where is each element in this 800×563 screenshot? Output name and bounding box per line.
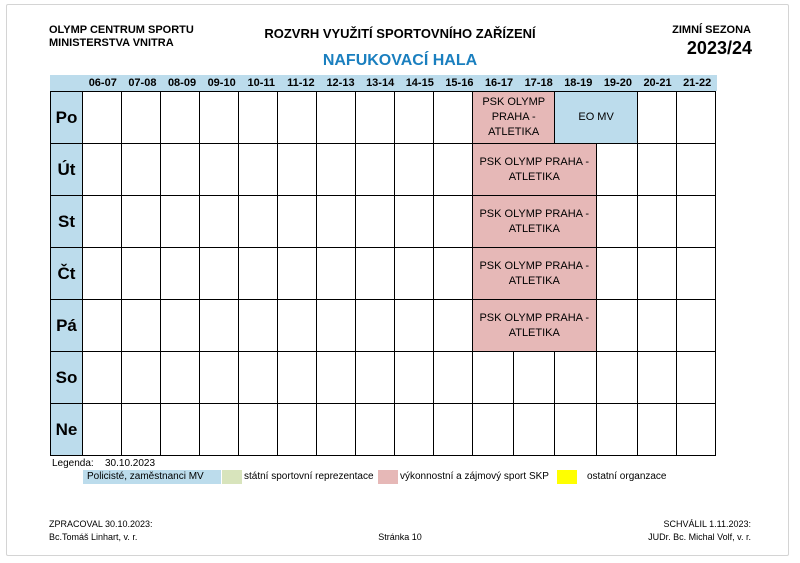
empty-slot bbox=[676, 300, 715, 352]
legend-swatch-other bbox=[557, 470, 577, 484]
empty-slot bbox=[637, 144, 676, 196]
empty-slot bbox=[122, 92, 161, 144]
empty-slot bbox=[434, 300, 473, 352]
empty-slot bbox=[434, 248, 473, 300]
empty-slot bbox=[395, 248, 434, 300]
org-name-line1: OLYMP CENTRUM SPORTU bbox=[49, 24, 194, 36]
day-label: Čt bbox=[51, 248, 83, 300]
empty-slot bbox=[200, 248, 239, 300]
legend-label-other: ostatní organzace bbox=[587, 471, 667, 482]
day-label: Ne bbox=[51, 404, 83, 456]
empty-slot bbox=[239, 404, 278, 456]
empty-slot bbox=[676, 196, 715, 248]
hour-label: 15-16 bbox=[445, 77, 474, 89]
empty-slot bbox=[278, 404, 317, 456]
empty-slot bbox=[122, 248, 161, 300]
empty-slot bbox=[317, 300, 356, 352]
empty-slot bbox=[514, 404, 555, 456]
empty-slot bbox=[356, 144, 395, 196]
empty-slot bbox=[395, 352, 434, 404]
empty-slot bbox=[317, 144, 356, 196]
empty-slot bbox=[317, 404, 356, 456]
empty-slot bbox=[555, 404, 596, 456]
empty-slot bbox=[637, 92, 676, 144]
hour-label: 08-09 bbox=[167, 77, 197, 89]
hours-header-spacer bbox=[50, 75, 83, 91]
empty-slot bbox=[676, 144, 715, 196]
approved-label: SCHVÁLIL 1.11.2023: bbox=[663, 519, 751, 529]
empty-slot bbox=[161, 404, 200, 456]
empty-slot bbox=[637, 404, 676, 456]
day-row bbox=[51, 248, 716, 300]
empty-slot bbox=[356, 196, 395, 248]
empty-slot bbox=[200, 92, 239, 144]
empty-slot bbox=[83, 404, 122, 456]
empty-slot bbox=[200, 352, 239, 404]
empty-slot bbox=[161, 144, 200, 196]
day-label: Pá bbox=[51, 300, 83, 352]
empty-slot bbox=[676, 404, 715, 456]
day-row bbox=[51, 404, 716, 456]
season-year: 2023/24 bbox=[686, 38, 752, 58]
hour-label: 07-08 bbox=[128, 77, 157, 89]
empty-slot bbox=[122, 352, 161, 404]
empty-slot bbox=[278, 144, 317, 196]
empty-slot bbox=[356, 352, 395, 404]
booking-cell: EO MV bbox=[555, 92, 637, 144]
hour-label: 16-17 bbox=[484, 77, 514, 89]
empty-slot bbox=[83, 92, 122, 144]
empty-slot bbox=[239, 92, 278, 144]
legend-swatch-state bbox=[222, 470, 242, 484]
empty-slot bbox=[200, 196, 239, 248]
empty-slot bbox=[395, 92, 434, 144]
empty-slot bbox=[200, 144, 239, 196]
hour-label: 18-19 bbox=[564, 77, 593, 89]
empty-slot bbox=[317, 196, 356, 248]
empty-slot bbox=[239, 196, 278, 248]
booking-cell: PSK OLYMP PRAHA - ATLETIKA bbox=[473, 92, 555, 144]
empty-slot bbox=[278, 300, 317, 352]
legend-label-state: státní sportovní reprezentace bbox=[244, 471, 374, 482]
hour-label: 17-18 bbox=[524, 77, 553, 89]
empty-slot bbox=[395, 144, 434, 196]
empty-slot bbox=[278, 248, 317, 300]
empty-slot bbox=[637, 352, 676, 404]
empty-slot bbox=[434, 404, 473, 456]
empty-slot bbox=[122, 144, 161, 196]
empty-slot bbox=[596, 144, 637, 196]
empty-slot bbox=[395, 300, 434, 352]
empty-slot bbox=[83, 300, 122, 352]
hour-label: 06-07 bbox=[88, 77, 117, 89]
hour-label: 19-20 bbox=[603, 77, 632, 89]
org-name-line2: MINISTERSTVA VNITRA bbox=[49, 37, 174, 49]
empty-slot bbox=[596, 196, 637, 248]
day-row bbox=[51, 196, 716, 248]
booking-cell: PSK OLYMP PRAHA - ATLETIKA bbox=[473, 144, 597, 196]
legend-label-skp: výkonnostní a zájmový sport SKP bbox=[400, 471, 549, 482]
empty-slot bbox=[434, 144, 473, 196]
empty-slot bbox=[434, 196, 473, 248]
empty-slot bbox=[356, 300, 395, 352]
hours-header-row bbox=[50, 75, 717, 91]
hour-label: 14-15 bbox=[405, 77, 434, 89]
empty-slot bbox=[239, 248, 278, 300]
prepared-by: Bc.Tomáš Linhart, v. r. bbox=[49, 532, 138, 542]
schedule-grid bbox=[50, 91, 716, 456]
hour-label: 09-10 bbox=[207, 77, 236, 89]
empty-slot bbox=[356, 404, 395, 456]
empty-slot bbox=[434, 352, 473, 404]
hour-label: 11-12 bbox=[287, 77, 315, 89]
empty-slot bbox=[161, 248, 200, 300]
hour-label: 10-11 bbox=[247, 77, 276, 89]
booking-cell: PSK OLYMP PRAHA - ATLETIKA bbox=[473, 196, 597, 248]
empty-slot bbox=[637, 196, 676, 248]
day-row bbox=[51, 144, 716, 196]
empty-slot bbox=[317, 352, 356, 404]
empty-slot bbox=[356, 92, 395, 144]
legend-swatch-skp bbox=[378, 470, 398, 484]
empty-slot bbox=[596, 300, 637, 352]
empty-slot bbox=[239, 352, 278, 404]
hour-label: 13-14 bbox=[366, 77, 395, 89]
day-label: So bbox=[51, 352, 83, 404]
season-label: ZIMNÍ SEZONA bbox=[672, 24, 751, 36]
empty-slot bbox=[278, 92, 317, 144]
empty-slot bbox=[676, 248, 715, 300]
empty-slot bbox=[83, 248, 122, 300]
document-title: ROZVRH VYUŽITÍ SPORTOVNÍHO ZAŘÍZENÍ bbox=[264, 26, 536, 41]
empty-slot bbox=[239, 144, 278, 196]
empty-slot bbox=[514, 352, 555, 404]
empty-slot bbox=[122, 404, 161, 456]
empty-slot bbox=[676, 352, 715, 404]
empty-slot bbox=[161, 300, 200, 352]
empty-slot bbox=[434, 92, 473, 144]
empty-slot bbox=[83, 144, 122, 196]
day-row bbox=[51, 352, 716, 404]
empty-slot bbox=[200, 300, 239, 352]
empty-slot bbox=[278, 196, 317, 248]
empty-slot bbox=[473, 352, 514, 404]
empty-slot bbox=[473, 404, 514, 456]
legend-title: Legenda: bbox=[52, 458, 94, 469]
empty-slot bbox=[395, 404, 434, 456]
day-label: Út bbox=[51, 144, 83, 196]
empty-slot bbox=[122, 196, 161, 248]
empty-slot bbox=[83, 196, 122, 248]
day-label: Po bbox=[51, 92, 83, 144]
approved-by: JUDr. Bc. Michal Volf, v. r. bbox=[648, 532, 751, 542]
day-row bbox=[51, 92, 716, 144]
empty-slot bbox=[395, 196, 434, 248]
empty-slot bbox=[356, 248, 395, 300]
empty-slot bbox=[555, 352, 596, 404]
empty-slot bbox=[161, 196, 200, 248]
empty-slot bbox=[83, 352, 122, 404]
day-label: St bbox=[51, 196, 83, 248]
empty-slot bbox=[200, 404, 239, 456]
booking-cell: PSK OLYMP PRAHA - ATLETIKA bbox=[473, 248, 597, 300]
empty-slot bbox=[161, 352, 200, 404]
legend-date: 30.10.2023 bbox=[105, 458, 156, 469]
empty-slot bbox=[317, 248, 356, 300]
prepared-label: ZPRACOVAL 30.10.2023: bbox=[49, 519, 153, 529]
empty-slot bbox=[596, 404, 637, 456]
hour-label: 20-21 bbox=[643, 77, 672, 89]
empty-slot bbox=[637, 248, 676, 300]
empty-slot bbox=[596, 248, 637, 300]
empty-slot bbox=[122, 300, 161, 352]
empty-slot bbox=[596, 352, 637, 404]
empty-slot bbox=[278, 352, 317, 404]
hall-title: NAFUKOVACÍ HALA bbox=[322, 52, 478, 69]
day-row bbox=[51, 300, 716, 352]
hour-label: 12-13 bbox=[326, 77, 355, 89]
hour-label: 21-22 bbox=[683, 77, 712, 89]
booking-cell: PSK OLYMP PRAHA - ATLETIKA bbox=[473, 300, 597, 352]
empty-slot bbox=[676, 92, 715, 144]
page-number: Stránka 10 bbox=[378, 532, 422, 542]
empty-slot bbox=[161, 92, 200, 144]
empty-slot bbox=[317, 92, 356, 144]
legend-label-police: Policisté, zaměstnanci MV bbox=[87, 471, 204, 482]
empty-slot bbox=[239, 300, 278, 352]
empty-slot bbox=[637, 300, 676, 352]
